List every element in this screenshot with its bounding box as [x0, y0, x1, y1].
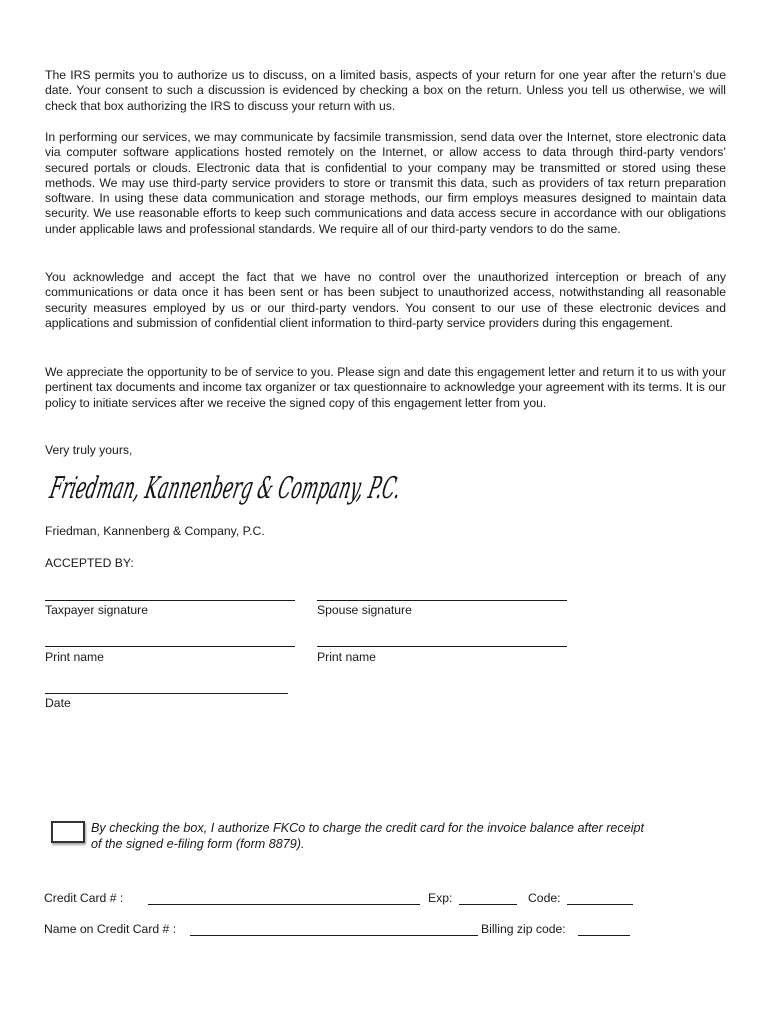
billing-zip-field[interactable] [578, 935, 630, 936]
credit-card-number-field[interactable] [148, 904, 420, 905]
spouse-print-name-label: Print name [317, 650, 376, 664]
credit-card-authorization-checkbox[interactable] [51, 821, 85, 843]
name-on-card-label: Name on Credit Card # : [44, 922, 177, 936]
spouse-print-name-line[interactable] [317, 646, 567, 647]
handwritten-signature-icon [46, 458, 666, 520]
appreciation-paragraph: We appreciate the opportunity to be of service to you. Please sign and date this engagement letter and return it to us with your pertinent tax documents and income tax organizer or tax questionnaire to acknowledge your agreement with its terms. It is our policy to initiate services after we receive the signed copy of this engagement letter from you. [45, 365, 726, 410]
taxpayer-print-name-line[interactable] [45, 646, 295, 647]
spouse-signature-line[interactable] [317, 600, 567, 601]
data-communication-paragraph: In performing our services, we may communicate by facsimile transmission, send data over the Internet, store electronic data via computer software applications hosted remotely on the Internet, or allow access to data through third-party vendors’ secured portals or clouds. Electronic data that is confidential to your company may be transmitted or stored using these methods. We may use third-party service providers to store or transmit this data, such as providers of tax return preparation software. In using these data communication and storage methods, our firm employs measures designed to maintain data security. We use reasonable efforts to keep such communications and data access secure in accordance with our obligations under applicable laws and professional standards. We require all of our third-party vendors to do the same. [45, 130, 726, 236]
firm-signature [46, 458, 666, 525]
date-label: Date [45, 696, 71, 710]
taxpayer-print-name-label: Print name [45, 650, 104, 664]
accepted-by-heading: ACCEPTED BY: [45, 556, 134, 570]
name-on-card-field[interactable] [190, 935, 478, 936]
billing-zip-label: Billing zip code: [481, 922, 566, 936]
acknowledgement-paragraph: You acknowledge and accept the fact that we have no control over the unauthorized interception or breach of any communications or data once it has been sent or has been subject to unauthorized access, notwithstanding all reasonable security measures employed by us or our third-party vendors. You consent to our use of these electronic devices and applications and submission of confidential client information to third-party service providers during this engagement. [45, 270, 726, 330]
code-field[interactable] [567, 904, 633, 905]
firm-name: Friedman, Kannenberg & Company, P.C. [45, 524, 265, 538]
exp-label: Exp: [428, 891, 453, 905]
signature-script: Friedman, Kannenberg & Company, P.C. [46, 471, 666, 506]
closing-salutation: Very truly yours, [45, 443, 133, 457]
code-label: Code: [528, 891, 561, 905]
irs-authorization-paragraph: The IRS permits you to authorize us to discuss, on a limited basis, aspects of your return for one year after the return’s due date. Your consent to such a discussion is evidenced by checking a box on the return. Unless you tell us otherwise, we will check that box authorizing the IRS to discuss your return with us. [45, 68, 726, 113]
date-line[interactable] [45, 693, 288, 694]
exp-field[interactable] [459, 904, 517, 905]
credit-card-label: Credit Card # : [44, 891, 124, 905]
taxpayer-signature-label: Taxpayer signature [45, 603, 148, 617]
taxpayer-signature-line[interactable] [45, 600, 295, 601]
authorization-text: By checking the box, I authorize FKCo to charge the credit card for the invoice balance after receipt of the signed e-filing form (form 8879). [91, 821, 645, 851]
spouse-signature-label: Spouse signature [317, 603, 412, 617]
